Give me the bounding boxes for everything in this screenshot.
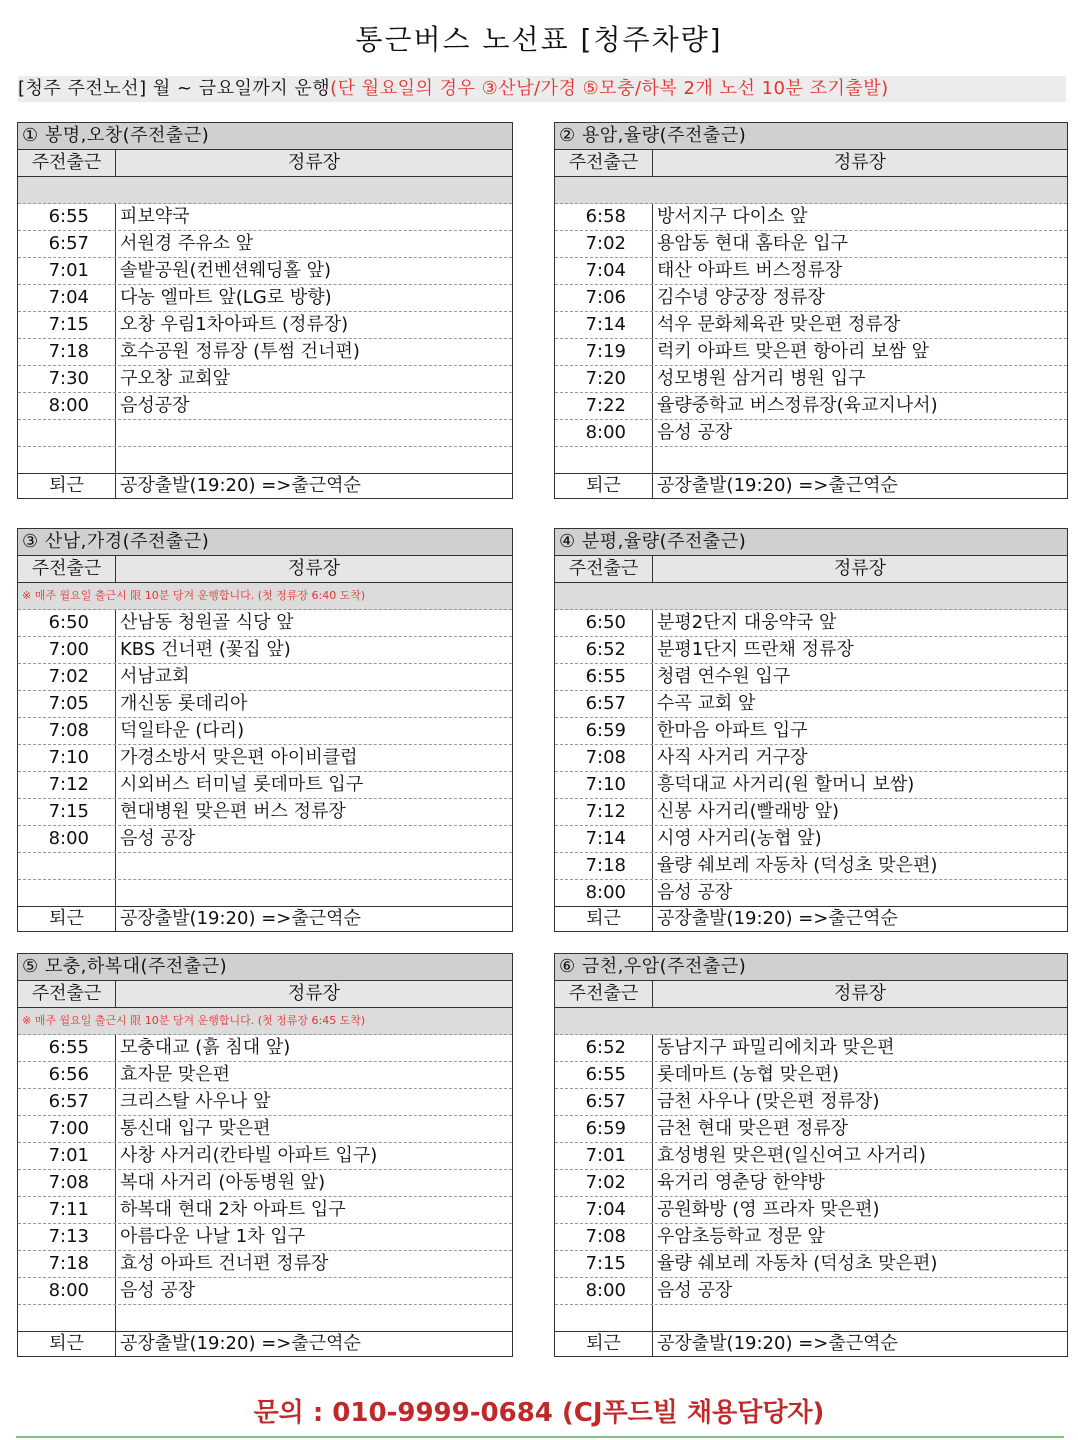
stop-time: 6:55 xyxy=(555,1062,653,1088)
return-text: 공장출발(19:20) =>출근역순 xyxy=(657,908,898,929)
stop-time: 7:08 xyxy=(555,1224,653,1250)
route-note: ※ 매주 월요일 출근시 限 10분 당겨 운행합니다. (첫 정류장 6:40 도착) xyxy=(18,583,512,610)
stop-time: 7:01 xyxy=(555,1143,653,1169)
stop-name: 성모병원 삼거리 병원 입구 xyxy=(657,368,866,389)
table-row xyxy=(18,258,512,285)
table-row xyxy=(555,664,1067,691)
table-row xyxy=(18,1062,512,1089)
stop-time: 6:55 xyxy=(555,664,653,690)
stop-time: 7:12 xyxy=(555,799,653,825)
stop-time: 7:15 xyxy=(18,799,116,825)
return-label: 퇴근 xyxy=(18,907,116,931)
table-row xyxy=(555,745,1067,772)
table-row xyxy=(555,447,1067,473)
table-row xyxy=(18,1305,512,1331)
table-row xyxy=(18,880,512,906)
return-label: 퇴근 xyxy=(18,474,116,498)
stop-name: 피보약국 xyxy=(120,206,190,227)
table-row xyxy=(555,204,1067,231)
table-row xyxy=(18,1143,512,1170)
table-row xyxy=(18,420,512,447)
stop-name: 사창 사거리(칸타빌 아파트 입구) xyxy=(120,1145,378,1166)
stop-time: 7:02 xyxy=(555,1170,653,1196)
stop-time: 6:52 xyxy=(555,637,653,663)
stop-time: 8:00 xyxy=(555,1278,653,1304)
route-header-row xyxy=(18,981,512,1008)
stop-name: 공원화방 (영 프라자 맞은편) xyxy=(657,1199,880,1220)
table-row xyxy=(18,1251,512,1278)
stop-name: 청렴 연수원 입구 xyxy=(657,666,791,687)
stop-time: 7:18 xyxy=(555,853,653,879)
stop-name: 금천 사우나 (맞은편 정류장) xyxy=(657,1091,880,1112)
route-note xyxy=(555,177,1067,204)
table-row xyxy=(555,1089,1067,1116)
stop-name: 음성 공장 xyxy=(657,882,733,903)
table-row xyxy=(18,1197,512,1224)
table-row xyxy=(555,312,1067,339)
table-row xyxy=(18,447,512,473)
table-row xyxy=(555,1305,1067,1331)
contact-info: 문의 : 010-9999-0684 (CJ푸드빌 채용담당자) xyxy=(253,1398,825,1428)
stop-time xyxy=(18,447,116,473)
route-title: ③ 산남,가경(주전출근) xyxy=(18,529,512,556)
route-header-row xyxy=(555,556,1067,583)
stop-time: 7:22 xyxy=(555,393,653,419)
route-header-row xyxy=(555,981,1067,1008)
table-row xyxy=(555,772,1067,799)
route-note xyxy=(555,583,1067,610)
return-text: 공장출발(19:20) =>출근역순 xyxy=(657,475,898,496)
route-title: ⑤ 모충,하복대(주전출근) xyxy=(18,954,512,981)
stop-time: 6:50 xyxy=(555,610,653,636)
header-time: 주전출근 xyxy=(18,556,116,582)
return-label: 퇴근 xyxy=(18,1332,116,1356)
stop-time: 8:00 xyxy=(555,420,653,446)
table-row xyxy=(18,745,512,772)
table-row xyxy=(555,1062,1067,1089)
stop-name: 가경소방서 맞은편 아이비클럽 xyxy=(120,747,358,768)
stop-time: 6:59 xyxy=(555,718,653,744)
stop-time: 6:59 xyxy=(555,1116,653,1142)
table-row xyxy=(555,799,1067,826)
table-row xyxy=(18,1035,512,1062)
table-row xyxy=(555,1224,1067,1251)
table-row xyxy=(18,285,512,312)
table-row xyxy=(18,393,512,420)
table-row xyxy=(18,826,512,853)
stop-name: 방서지구 다이소 앞 xyxy=(657,206,808,227)
stop-name: 사직 사거리 거구장 xyxy=(657,747,808,768)
stop-time: 7:18 xyxy=(18,1251,116,1277)
table-row xyxy=(18,637,512,664)
table-row xyxy=(555,1278,1067,1305)
route-table-6 xyxy=(554,953,1068,1357)
table-row xyxy=(18,339,512,366)
stop-time: 7:05 xyxy=(18,691,116,717)
stop-time: 6:57 xyxy=(555,691,653,717)
table-row xyxy=(555,880,1067,906)
stop-time: 7:15 xyxy=(555,1251,653,1277)
return-row xyxy=(555,473,1067,498)
stop-time: 7:13 xyxy=(18,1224,116,1250)
stop-name: 구오창 교회앞 xyxy=(120,368,231,389)
stop-name xyxy=(116,420,512,446)
return-text: 공장출발(19:20) =>출근역순 xyxy=(657,1333,898,1354)
table-row xyxy=(555,718,1067,745)
table-row xyxy=(555,610,1067,637)
stop-time: 7:00 xyxy=(18,637,116,663)
table-row xyxy=(18,664,512,691)
stop-name: 율량 쉐보레 자동차 (덕성초 맞은편) xyxy=(657,855,938,876)
stop-time: 6:50 xyxy=(18,610,116,636)
stop-name: KBS 건너편 (꽃집 앞) xyxy=(120,639,291,660)
stop-name: 산남동 청원골 식당 앞 xyxy=(120,612,294,633)
stop-time: 6:56 xyxy=(18,1062,116,1088)
stop-name: 개신동 롯데리아 xyxy=(120,693,248,714)
stop-name: 신봉 사거리(빨래방 앞) xyxy=(657,801,839,822)
stop-time: 8:00 xyxy=(18,1278,116,1304)
route-title: ⑥ 금천,우암(주전출근) xyxy=(555,954,1067,981)
table-row xyxy=(555,1251,1067,1278)
header-stop: 정류장 xyxy=(833,152,887,173)
stop-time: 7:01 xyxy=(18,1143,116,1169)
table-row xyxy=(555,285,1067,312)
stop-time: 7:02 xyxy=(18,664,116,690)
table-row xyxy=(555,1035,1067,1062)
stop-time: 7:19 xyxy=(555,339,653,365)
stop-time: 6:55 xyxy=(18,204,116,230)
stop-name: 육거리 영춘당 한약방 xyxy=(657,1172,825,1193)
return-row xyxy=(18,906,512,931)
stop-time: 6:55 xyxy=(18,1035,116,1061)
stop-name: 수곡 교회 앞 xyxy=(657,693,756,714)
stop-time: 7:04 xyxy=(18,285,116,311)
stop-name: 분평2단지 대웅약국 앞 xyxy=(657,612,837,633)
header-stop: 정류장 xyxy=(287,152,341,173)
stop-name: 복대 사거리 (아동병원 앞) xyxy=(120,1172,326,1193)
stop-name: 하복대 현대 2차 아파트 입구 xyxy=(120,1199,346,1220)
route-note xyxy=(555,1008,1067,1035)
route-header-row xyxy=(18,150,512,177)
stop-name: 롯데마트 (농협 맞은편) xyxy=(657,1064,839,1085)
table-row xyxy=(555,1143,1067,1170)
table-row xyxy=(18,1170,512,1197)
table-row xyxy=(18,312,512,339)
table-row xyxy=(555,1116,1067,1143)
stop-time: 6:58 xyxy=(555,204,653,230)
table-row xyxy=(18,366,512,393)
stop-time: 7:12 xyxy=(18,772,116,798)
stop-time: 8:00 xyxy=(555,880,653,906)
stop-name: 동남지구 파밀리에치과 맞은편 xyxy=(657,1037,895,1058)
route-table-2 xyxy=(554,122,1068,499)
stop-name xyxy=(653,447,1067,473)
stop-time: 7:08 xyxy=(18,1170,116,1196)
stop-time: 6:57 xyxy=(18,231,116,257)
stop-name: 우암초등학교 정문 앞 xyxy=(657,1226,825,1247)
stop-name: 석우 문화체육관 맞은편 정류장 xyxy=(657,314,901,335)
stop-time: 7:15 xyxy=(18,312,116,338)
stop-time: 7:04 xyxy=(555,258,653,284)
stop-time: 7:06 xyxy=(555,285,653,311)
stop-name xyxy=(116,447,512,473)
stop-name: 용암동 현대 홈타운 입구 xyxy=(657,233,849,254)
stop-time: 7:30 xyxy=(18,366,116,392)
schedule-subtitle xyxy=(18,76,1066,102)
stop-name xyxy=(116,853,512,879)
header-time: 주전출근 xyxy=(18,150,116,176)
route-table-3 xyxy=(17,528,513,932)
stop-time: 8:00 xyxy=(18,826,116,852)
stop-name: 솔밭공원(컨벤션웨딩홀 앞) xyxy=(120,260,332,281)
stop-name: 분평1단지 뜨란채 정류장 xyxy=(657,639,854,660)
stop-name: 효성병원 맞은편(일신여고 사거리) xyxy=(657,1145,926,1166)
route-note xyxy=(18,177,512,204)
bottom-divider xyxy=(16,1436,1064,1438)
stop-time: 7:11 xyxy=(18,1197,116,1223)
stop-name: 효성 아파트 건너편 정류장 xyxy=(120,1253,329,1274)
stop-time: 7:20 xyxy=(555,366,653,392)
header-time: 주전출근 xyxy=(555,981,653,1007)
stop-name: 모충대교 (흙 침대 앞) xyxy=(120,1037,291,1058)
stop-time: 8:00 xyxy=(18,393,116,419)
return-label: 퇴근 xyxy=(555,474,653,498)
table-row xyxy=(18,1116,512,1143)
stop-name: 음성 공장 xyxy=(657,422,733,443)
stop-name: 서원경 주유소 앞 xyxy=(120,233,254,254)
table-row xyxy=(555,258,1067,285)
return-label: 퇴근 xyxy=(555,1332,653,1356)
table-row xyxy=(18,772,512,799)
table-row xyxy=(555,853,1067,880)
stop-time: 7:14 xyxy=(555,826,653,852)
stop-name: 효자문 맞은편 xyxy=(120,1064,231,1085)
table-row xyxy=(555,420,1067,447)
return-text: 공장출발(19:20) =>출근역순 xyxy=(120,908,361,929)
header-stop: 정류장 xyxy=(833,983,887,1004)
route-table-1 xyxy=(17,122,513,499)
table-row xyxy=(18,204,512,231)
stop-time: 7:10 xyxy=(18,745,116,771)
stop-name: 호수공원 정류장 (투썸 건너편) xyxy=(120,341,360,362)
stop-name: 음성 공장 xyxy=(657,1280,733,1301)
stop-time: 7:08 xyxy=(555,745,653,771)
stop-time: 7:00 xyxy=(18,1116,116,1142)
stop-time: 7:10 xyxy=(555,772,653,798)
return-row xyxy=(18,1331,512,1356)
header-stop: 정류장 xyxy=(833,558,887,579)
stop-name: 시외버스 터미널 롯데마트 입구 xyxy=(120,774,364,795)
route-header-row xyxy=(18,556,512,583)
stop-name: 금천 현대 맞은편 정류장 xyxy=(657,1118,849,1139)
route-header-row xyxy=(555,150,1067,177)
stop-name xyxy=(116,1305,512,1331)
stop-name xyxy=(653,1305,1067,1331)
stop-name: 음성공장 xyxy=(120,395,190,416)
stop-time: 7:04 xyxy=(555,1197,653,1223)
stop-time: 7:08 xyxy=(18,718,116,744)
stop-time xyxy=(555,1305,653,1331)
table-row xyxy=(555,1197,1067,1224)
route-note: ※ 매주 월요일 출근시 限 10분 당겨 운행합니다. (첫 정류장 6:45 도착) xyxy=(18,1008,512,1035)
table-row xyxy=(18,1089,512,1116)
route-table-4 xyxy=(554,528,1068,932)
table-row xyxy=(555,231,1067,258)
header-stop: 정류장 xyxy=(287,558,341,579)
stop-name: 흥덕대교 사거리(원 할머니 보쌈) xyxy=(657,774,915,795)
return-row xyxy=(555,906,1067,931)
stop-time: 6:57 xyxy=(18,1089,116,1115)
stop-time xyxy=(555,447,653,473)
stop-time: 7:14 xyxy=(555,312,653,338)
stop-time xyxy=(18,880,116,906)
stop-time xyxy=(18,853,116,879)
stop-time: 6:52 xyxy=(555,1035,653,1061)
stop-name: 덕일타운 (다리) xyxy=(120,720,245,741)
table-row xyxy=(555,339,1067,366)
header-time: 주전출근 xyxy=(555,150,653,176)
return-text: 공장출발(19:20) =>출근역순 xyxy=(120,475,361,496)
table-row xyxy=(555,691,1067,718)
subtitle-main: [청주 주전노선] 월 ~ 금요일까지 운행 xyxy=(18,78,331,99)
table-row xyxy=(18,718,512,745)
stop-name xyxy=(116,880,512,906)
stop-name: 율량 쉐보레 자동차 (덕성초 맞은편) xyxy=(657,1253,938,1274)
return-row xyxy=(555,1331,1067,1356)
stop-name: 통신대 입구 맞은편 xyxy=(120,1118,271,1139)
subtitle-note: (단 월요일의 경우 ③산남/가경 ⑤모충/하복 2개 노선 10분 조기출발) xyxy=(330,78,889,99)
stop-name: 태산 아파트 버스정류장 xyxy=(657,260,843,281)
route-table-5 xyxy=(17,953,513,1357)
table-row xyxy=(18,1224,512,1251)
stop-name: 음성 공장 xyxy=(120,828,196,849)
page-title: 통근버스 노선표 [청주차량] xyxy=(355,23,723,56)
header-stop: 정류장 xyxy=(287,983,341,1004)
stop-time xyxy=(18,1305,116,1331)
route-title: ① 봉명,오창(주전출근) xyxy=(18,123,512,150)
return-row xyxy=(18,473,512,498)
table-row xyxy=(555,366,1067,393)
stop-time: 7:02 xyxy=(555,231,653,257)
stop-name: 크리스탈 사우나 앞 xyxy=(120,1091,271,1112)
stop-time: 6:57 xyxy=(555,1089,653,1115)
table-row xyxy=(555,826,1067,853)
table-row xyxy=(18,231,512,258)
stop-time: 7:01 xyxy=(18,258,116,284)
stop-name: 럭키 아파트 맞은편 항아리 보쌈 앞 xyxy=(657,341,930,362)
stop-name: 김수녕 양궁장 정류장 xyxy=(657,287,825,308)
route-title: ④ 분평,율량(주전출근) xyxy=(555,529,1067,556)
stop-name: 오창 우림1차아파트 (정류장) xyxy=(120,314,349,335)
stop-name: 현대병원 맞은편 버스 정류장 xyxy=(120,801,346,822)
table-row xyxy=(555,637,1067,664)
stop-name: 시영 사거리(농협 앞) xyxy=(657,828,822,849)
table-row xyxy=(18,799,512,826)
stop-name: 음성 공장 xyxy=(120,1280,196,1301)
stop-name: 서남교회 xyxy=(120,666,190,687)
stop-time: 7:18 xyxy=(18,339,116,365)
stop-name: 아름다운 나날 1차 입구 xyxy=(120,1226,306,1247)
stop-name: 다농 엘마트 앞(LG로 방향) xyxy=(120,287,332,308)
table-row xyxy=(18,1278,512,1305)
table-row xyxy=(18,610,512,637)
table-row xyxy=(18,853,512,880)
table-row xyxy=(555,393,1067,420)
stop-name: 율량중학교 버스정류장(육교지나서) xyxy=(657,395,938,416)
stop-time xyxy=(18,420,116,446)
table-row xyxy=(555,1170,1067,1197)
route-title: ② 용암,율량(주전출근) xyxy=(555,123,1067,150)
return-text: 공장출발(19:20) =>출근역순 xyxy=(120,1333,361,1354)
stop-name: 한마음 아파트 입구 xyxy=(657,720,808,741)
header-time: 주전출근 xyxy=(555,556,653,582)
return-label: 퇴근 xyxy=(555,907,653,931)
header-time: 주전출근 xyxy=(18,981,116,1007)
table-row xyxy=(18,691,512,718)
